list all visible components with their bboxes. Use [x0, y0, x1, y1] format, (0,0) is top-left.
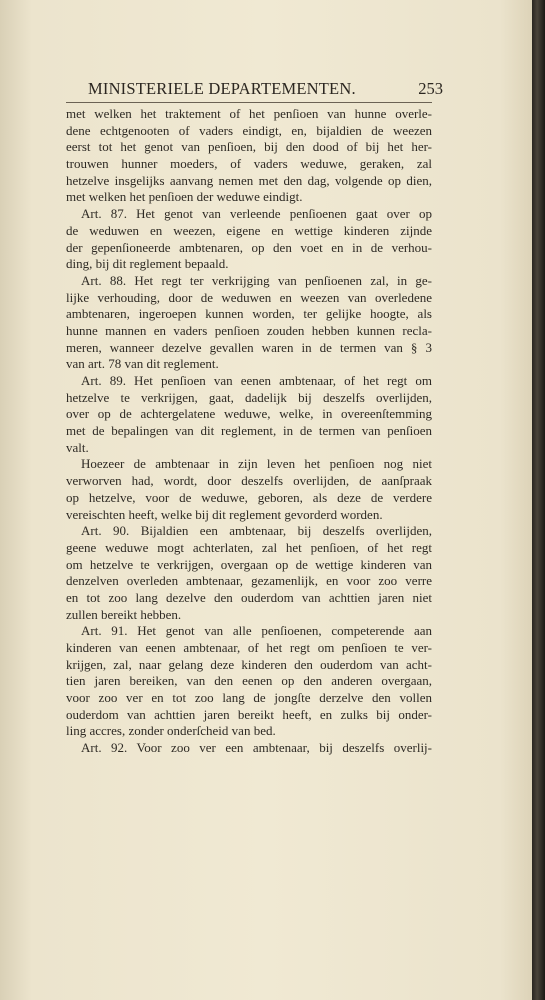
text-line: met welken het penſioen der weduwe eindigt.	[66, 189, 303, 205]
text-line: Art. 92. Voor zoo ver een ambtenaar, bij deszelfs overlij-	[81, 740, 432, 756]
text-line: voor zoo ver en tot zoo lang de jongſte derzelve den vollen	[66, 690, 432, 706]
text-line: van art. 78 van dit reglement.	[66, 356, 219, 372]
text-line: tien jaren bereiken, van den eenen op den anderen overgaan,	[66, 673, 432, 689]
text-line: en tot zoo lang dezelve den ouderdom van achttien jaren niet	[66, 589, 432, 605]
page-number: 253	[418, 79, 443, 98]
text-line: Art. 91. Het genot van alle penſioenen, competerende aan	[81, 623, 432, 639]
running-title: MINISTERIELE DEPARTEMENTEN.	[88, 79, 356, 98]
text-line: valt.	[66, 439, 89, 455]
text-line: met welken het traktement of het penſioen van hunne overle-	[66, 106, 432, 121]
text-line: Art. 89. Het penſioen van eenen ambtenaar, of het regt om	[81, 373, 432, 388]
text-line: ding, bij dit reglement bepaald.	[66, 256, 229, 272]
text-line: Hoezeer de ambtenaar in zijn leven het penſioen nog niet	[81, 456, 432, 472]
text-line: vereischten heeft, welke bij dit reglement gevorderd worden.	[66, 506, 383, 522]
body-text	[66, 106, 432, 757]
text-line: ling accres, zonder onderſcheid van bed.	[66, 723, 276, 739]
text-line: hetzelve te verkrijgen, gaat, dadelijk bij deszelfs overlijden,	[66, 389, 432, 405]
text-line: eerst tot het genot van penſioen, bij den dood of bij het her-	[66, 139, 432, 155]
text-line: krijgen, zal, naar gelang deze kinderen den ouderdom van acht-	[66, 656, 432, 672]
text-line: ambtenaren, ingeroepen kunnen worden, ter gelijke hoogte, als	[66, 306, 432, 322]
text-line: zullen bereikt hebben.	[66, 606, 182, 622]
page-edge	[532, 0, 545, 1000]
text-line: met de bepalingen van dit reglement, in de termen van penſioen	[66, 423, 432, 439]
text-line: Art. 87. Het genot van verleende penſioenen gaat over op	[81, 206, 432, 222]
text-line: Art. 90. Bijaldien een ambtenaar, bij deszelfs overlijden,	[81, 523, 432, 539]
text-line: op hetzelve, voor de weduwe, geboren, als deze de verdere	[66, 489, 432, 505]
text-line: meren, wanneer dezelve gevallen waren in de termen van § 3	[66, 339, 432, 355]
text-line: Art. 88. Het regt ter verkrijging van penſioenen zal, in ge-	[81, 272, 432, 288]
text-line: ouderdom van achttien jaren bereikt heeft, en zulks bij onder-	[66, 706, 432, 722]
text-line: kinderen van eenen ambtenaar, of het regt om penſioen te ver-	[66, 640, 432, 655]
text-line: de weduwen en weezen, eigene en wettige kinderen zijnde	[66, 222, 432, 238]
text-line: over op de achtergelatene weduwe, welke, in overeenſtemming	[66, 406, 432, 422]
text-line: der gepenſioneerde ambtenaren, op den voet en in de verhou-	[66, 239, 432, 255]
page-header	[88, 79, 443, 103]
text-line: denzelven overleden ambtenaar, gezamenlijk, en voor zoo verre	[66, 573, 432, 589]
text-line: om hetzelve te verkrijgen, overgaan op de wettige kinderen van	[66, 556, 432, 572]
text-line: dene echtgenooten of vaders eindigt, en, bijaldien de weezen	[66, 122, 432, 138]
text-line: verworven had, wordt, door deszelfs overlijden, de aanſpraak	[66, 473, 432, 489]
text-line: geene weduwe mogt achterlaten, zal het penſioen, of het regt	[66, 539, 432, 555]
text-line: hetzelve insgelijks aanvang nemen met den dag, volgende op dien,	[66, 172, 432, 188]
text-line: trouwen hunner moeders, of vaders weduwe, geraken, zal	[66, 156, 432, 172]
text-line: hunne mannen en vaders penſioen zouden hebben kunnen recla-	[66, 322, 432, 338]
header-rule	[66, 102, 432, 103]
text-line: lijke verhouding, door de weduwen en weezen van overledene	[66, 289, 432, 305]
